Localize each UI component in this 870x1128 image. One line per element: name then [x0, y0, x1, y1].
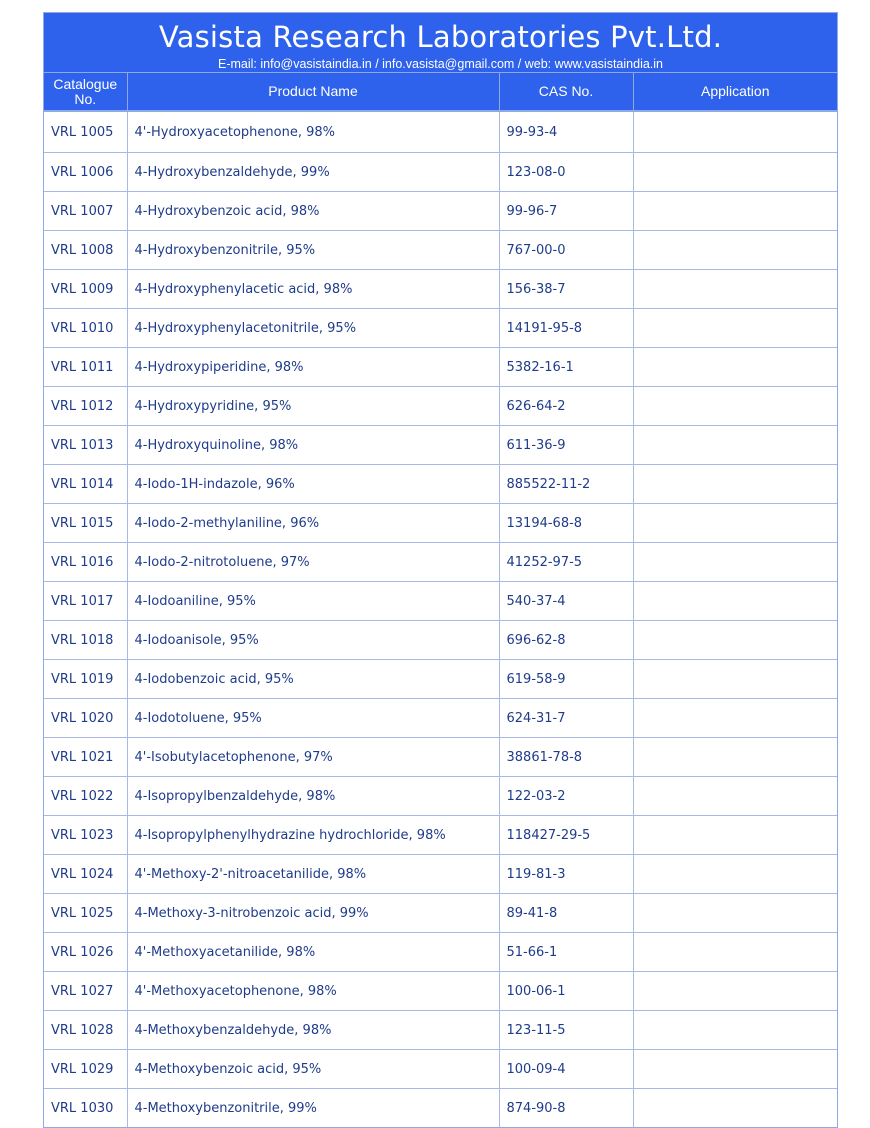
- table-header-row: [44, 73, 837, 112]
- application-cell: [633, 933, 837, 972]
- table-row: [44, 933, 837, 972]
- table-row: [44, 660, 837, 699]
- cas-number-cell: 696-62-8: [499, 621, 633, 660]
- column-header-cas: CAS No.: [499, 73, 633, 112]
- catalogue-cell: VRL 1005: [44, 111, 127, 153]
- catalogue-cell: VRL 1014: [44, 465, 127, 504]
- table-row: [44, 426, 837, 465]
- cas-number-cell: 626-64-2: [499, 387, 633, 426]
- product-name-cell: 4-Hydroxyphenylacetic acid, 98%: [127, 270, 499, 309]
- cas-number-cell: 14191-95-8: [499, 309, 633, 348]
- application-cell: [633, 1050, 837, 1089]
- table-row: [44, 231, 837, 270]
- column-header-catalogue: Catalogue No.: [44, 73, 127, 112]
- catalogue-cell: VRL 1017: [44, 582, 127, 621]
- product-name-cell: 4-Iodo-2-methylaniline, 96%: [127, 504, 499, 543]
- cas-number-cell: 51-66-1: [499, 933, 633, 972]
- product-name-cell: 4-Hydroxybenzonitrile, 95%: [127, 231, 499, 270]
- table-row: [44, 1011, 837, 1050]
- cas-number-cell: 885522-11-2: [499, 465, 633, 504]
- catalogue-cell: VRL 1022: [44, 777, 127, 816]
- table-row: [44, 111, 837, 153]
- application-cell: [633, 270, 837, 309]
- cas-number-cell: 624-31-7: [499, 699, 633, 738]
- application-cell: [633, 387, 837, 426]
- table-row: [44, 1050, 837, 1089]
- catalogue-cell: VRL 1007: [44, 192, 127, 231]
- catalogue-sheet: [43, 12, 838, 1128]
- product-name-cell: 4-Methoxybenzonitrile, 99%: [127, 1089, 499, 1128]
- catalogue-cell: VRL 1030: [44, 1089, 127, 1128]
- cas-number-cell: 119-81-3: [499, 855, 633, 894]
- table-row: [44, 972, 837, 1011]
- cas-number-cell: 13194-68-8: [499, 504, 633, 543]
- application-cell: [633, 465, 837, 504]
- catalogue-cell: VRL 1013: [44, 426, 127, 465]
- application-cell: [633, 816, 837, 855]
- table-row: [44, 309, 837, 348]
- company-title: Vasista Research Laboratories Pvt.Ltd.: [158, 20, 723, 54]
- table-row: [44, 699, 837, 738]
- application-cell: [633, 153, 837, 192]
- catalogue-cell: VRL 1023: [44, 816, 127, 855]
- application-cell: [633, 426, 837, 465]
- product-name-cell: 4'-Methoxyacetanilide, 98%: [127, 933, 499, 972]
- catalogue-cell: VRL 1029: [44, 1050, 127, 1089]
- catalogue-cell: VRL 1021: [44, 738, 127, 777]
- application-cell: [633, 1089, 837, 1128]
- product-name-cell: 4-Iodo-2-nitrotoluene, 97%: [127, 543, 499, 582]
- table-row: [44, 1089, 837, 1128]
- application-cell: [633, 1011, 837, 1050]
- column-header-application: Application: [633, 73, 837, 112]
- catalogue-cell: VRL 1024: [44, 855, 127, 894]
- catalogue-cell: VRL 1010: [44, 309, 127, 348]
- application-cell: [633, 111, 837, 153]
- product-name-cell: 4-Hydroxyphenylacetonitrile, 95%: [127, 309, 499, 348]
- table-row: [44, 738, 837, 777]
- catalogue-cell: VRL 1008: [44, 231, 127, 270]
- product-name-cell: 4'-Methoxyacetophenone, 98%: [127, 972, 499, 1011]
- application-cell: [633, 855, 837, 894]
- catalogue-cell: VRL 1025: [44, 894, 127, 933]
- table-row: [44, 270, 837, 309]
- product-name-cell: 4'-Hydroxyacetophenone, 98%: [127, 111, 499, 153]
- product-name-cell: 4'-Isobutylacetophenone, 97%: [127, 738, 499, 777]
- cas-number-cell: 767-00-0: [499, 231, 633, 270]
- cas-number-cell: 38861-78-8: [499, 738, 633, 777]
- cas-number-cell: 5382-16-1: [499, 348, 633, 387]
- product-name-cell: 4-Iodoanisole, 95%: [127, 621, 499, 660]
- application-cell: [633, 738, 837, 777]
- application-cell: [633, 972, 837, 1011]
- cas-number-cell: 156-38-7: [499, 270, 633, 309]
- application-cell: [633, 582, 837, 621]
- cas-number-cell: 123-11-5: [499, 1011, 633, 1050]
- table-row: [44, 348, 837, 387]
- company-banner: [44, 13, 837, 72]
- catalogue-cell: VRL 1015: [44, 504, 127, 543]
- table-row: [44, 855, 837, 894]
- product-name-cell: 4-Methoxybenzoic acid, 95%: [127, 1050, 499, 1089]
- product-name-cell: 4-Methoxybenzaldehyde, 98%: [127, 1011, 499, 1050]
- product-name-cell: 4-Methoxy-3-nitrobenzoic acid, 99%: [127, 894, 499, 933]
- catalogue-cell: VRL 1026: [44, 933, 127, 972]
- table-row: [44, 543, 837, 582]
- cas-number-cell: 123-08-0: [499, 153, 633, 192]
- cas-number-cell: 41252-97-5: [499, 543, 633, 582]
- product-table: [44, 72, 837, 1127]
- table-row: [44, 387, 837, 426]
- table-row: [44, 153, 837, 192]
- table-row: [44, 465, 837, 504]
- table-row: [44, 504, 837, 543]
- catalogue-cell: VRL 1016: [44, 543, 127, 582]
- application-cell: [633, 504, 837, 543]
- catalogue-cell: VRL 1019: [44, 660, 127, 699]
- cas-number-cell: 99-93-4: [499, 111, 633, 153]
- application-cell: [633, 777, 837, 816]
- cas-number-cell: 100-06-1: [499, 972, 633, 1011]
- company-contact: E-mail: info@vasistaindia.in / info.vasista@gmail.com / web: www.vasistaindia.in: [218, 57, 663, 71]
- product-name-cell: 4-Hydroxybenzaldehyde, 99%: [127, 153, 499, 192]
- product-name-cell: 4-Hydroxyquinoline, 98%: [127, 426, 499, 465]
- cas-number-cell: 89-41-8: [499, 894, 633, 933]
- product-name-cell: 4-Iodotoluene, 95%: [127, 699, 499, 738]
- product-name-cell: 4-Iodobenzoic acid, 95%: [127, 660, 499, 699]
- cas-number-cell: 874-90-8: [499, 1089, 633, 1128]
- column-header-product: Product Name: [127, 73, 499, 112]
- catalogue-cell: VRL 1018: [44, 621, 127, 660]
- table-body: [44, 111, 837, 1127]
- cas-number-cell: 122-03-2: [499, 777, 633, 816]
- cas-number-cell: 540-37-4: [499, 582, 633, 621]
- table-row: [44, 816, 837, 855]
- table-row: [44, 192, 837, 231]
- product-name-cell: 4-Hydroxypiperidine, 98%: [127, 348, 499, 387]
- cas-number-cell: 99-96-7: [499, 192, 633, 231]
- catalogue-cell: VRL 1020: [44, 699, 127, 738]
- application-cell: [633, 231, 837, 270]
- product-name-cell: 4'-Methoxy-2'-nitroacetanilide, 98%: [127, 855, 499, 894]
- application-cell: [633, 699, 837, 738]
- product-name-cell: 4-Hydroxybenzoic acid, 98%: [127, 192, 499, 231]
- application-cell: [633, 309, 837, 348]
- table-row: [44, 894, 837, 933]
- product-name-cell: 4-Isopropylphenylhydrazine hydrochloride, 98%: [127, 816, 499, 855]
- catalogue-cell: VRL 1009: [44, 270, 127, 309]
- table-row: [44, 621, 837, 660]
- cas-number-cell: 100-09-4: [499, 1050, 633, 1089]
- cas-number-cell: 118427-29-5: [499, 816, 633, 855]
- catalogue-cell: VRL 1006: [44, 153, 127, 192]
- catalogue-cell: VRL 1027: [44, 972, 127, 1011]
- application-cell: [633, 543, 837, 582]
- cas-number-cell: 611-36-9: [499, 426, 633, 465]
- table-row: [44, 777, 837, 816]
- product-name-cell: 4-Iodo-1H-indazole, 96%: [127, 465, 499, 504]
- application-cell: [633, 894, 837, 933]
- application-cell: [633, 192, 837, 231]
- product-name-cell: 4-Hydroxypyridine, 95%: [127, 387, 499, 426]
- catalogue-cell: VRL 1012: [44, 387, 127, 426]
- cas-number-cell: 619-58-9: [499, 660, 633, 699]
- catalogue-cell: VRL 1011: [44, 348, 127, 387]
- application-cell: [633, 348, 837, 387]
- catalogue-cell: VRL 1028: [44, 1011, 127, 1050]
- product-name-cell: 4-Iodoaniline, 95%: [127, 582, 499, 621]
- application-cell: [633, 660, 837, 699]
- table-row: [44, 582, 837, 621]
- application-cell: [633, 621, 837, 660]
- product-name-cell: 4-Isopropylbenzaldehyde, 98%: [127, 777, 499, 816]
